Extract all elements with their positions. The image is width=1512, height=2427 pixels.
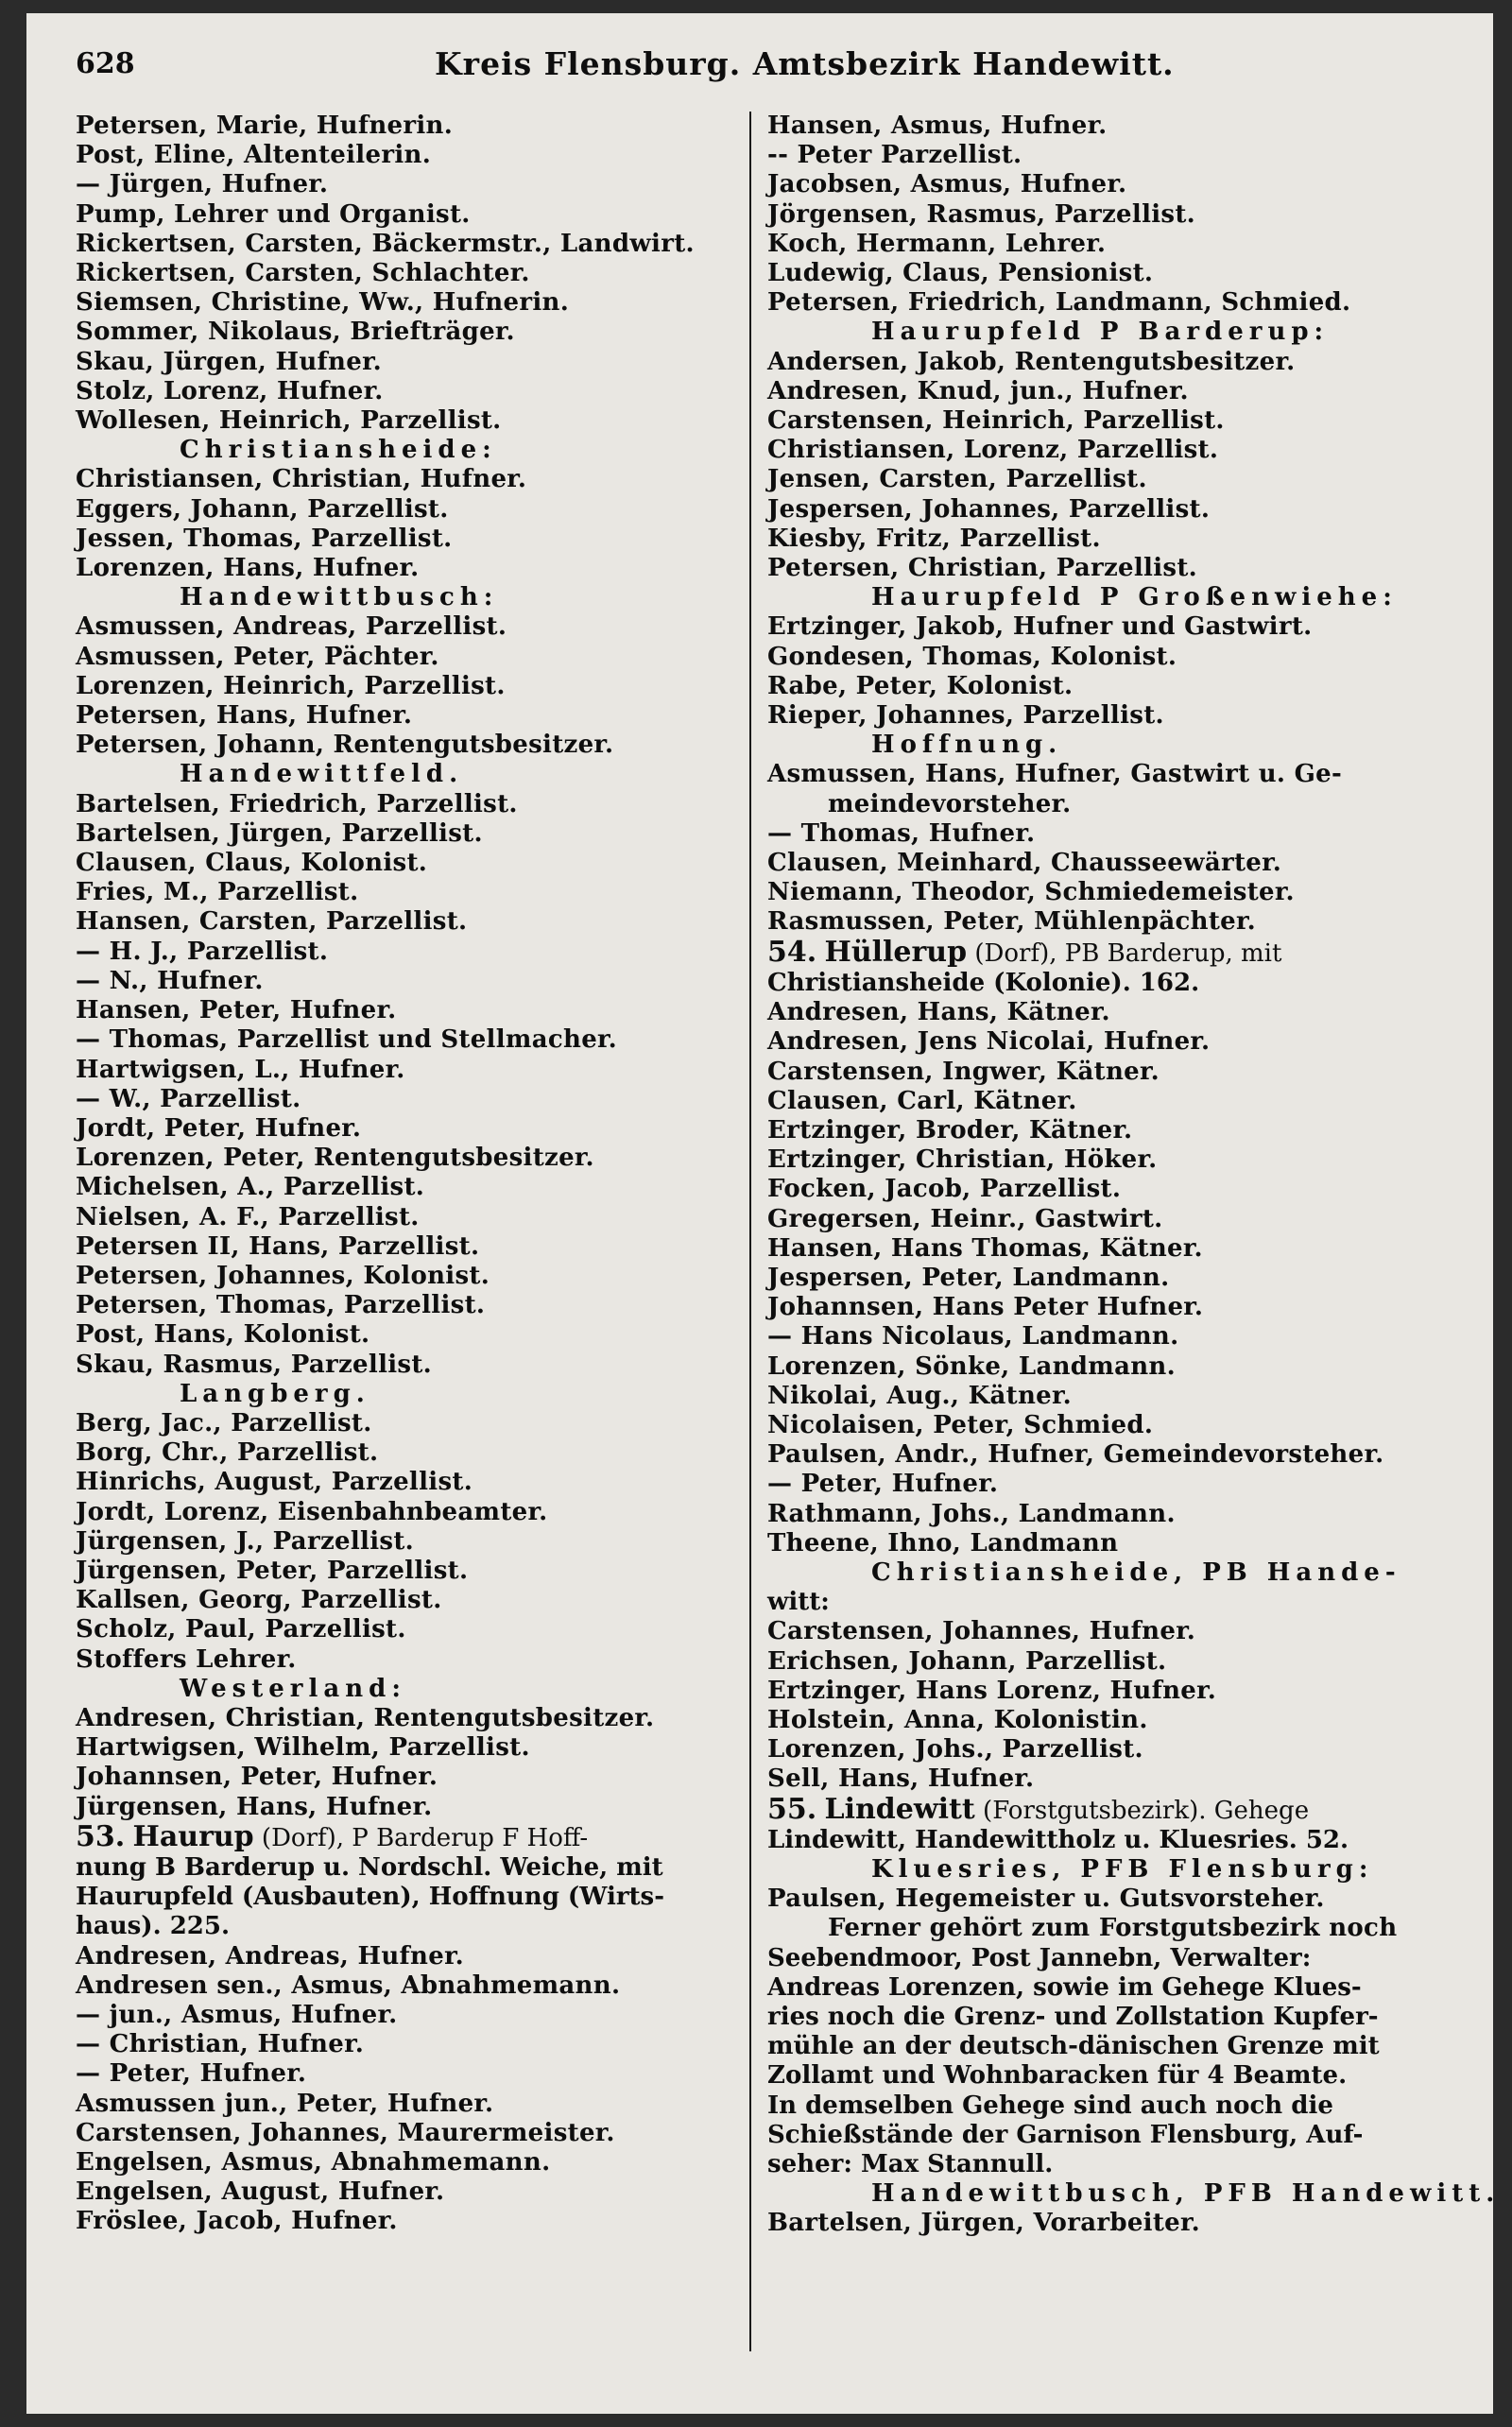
directory-entry: Post, Eline, Altenteilerin. <box>76 141 432 170</box>
section-heading: Haurupfeld P Barderup: <box>871 318 1330 347</box>
directory-entry: Jörgensen, Rasmus, Parzellist. <box>767 199 1196 229</box>
directory-entry: Petersen II, Hans, Parzellist. <box>76 1231 480 1261</box>
section-heading: Langberg. <box>180 1379 370 1408</box>
directory-entry: Post, Hans, Kolonist. <box>76 1320 370 1350</box>
place-description: (Forstgutsbezirk). Gehege <box>974 1796 1310 1825</box>
directory-entry: Petersen, Hans, Hufner. <box>76 701 413 731</box>
text-line: Lindewitt, Handewittholz u. Kluesries. 52. <box>767 1825 1349 1854</box>
text-line: seher: Max Stannull. <box>767 2150 1054 2179</box>
directory-entry: Pump, Lehrer und Organist. <box>76 199 471 229</box>
directory-entry: Bartelsen, Jürgen, Parzellist. <box>76 818 483 848</box>
text-line: witt: <box>767 1588 830 1617</box>
directory-entry: Hartwigsen, Wilhelm, Parzellist. <box>76 1733 530 1763</box>
directory-entry: Engelsen, Asmus, Abnahmemann. <box>76 2148 551 2177</box>
directory-entry: -- Peter Parzellist. <box>767 141 1022 170</box>
directory-entry: Clausen, Meinhard, Chausseewärter. <box>767 849 1282 878</box>
directory-entry: Siemsen, Christine, Ww., Hufnerin. <box>76 288 570 318</box>
directory-entry: Ludewig, Claus, Pensionist. <box>767 259 1154 288</box>
directory-entry: — H. J., Parzellist. <box>76 937 329 966</box>
directory-entry: Clausen, Claus, Kolonist. <box>76 849 428 878</box>
directory-entry: Hansen, Asmus, Hufner. <box>767 112 1108 140</box>
text-line: Haurupfeld (Ausbauten), Hoffnung (Wirts- <box>76 1883 664 1912</box>
directory-entry: — Hans Nicolaus, Landmann. <box>767 1322 1179 1351</box>
directory-entry: Jessen, Thomas, Parzellist. <box>76 524 453 553</box>
running-title: Kreis Flensburg. Amtsbezirk Handewitt. <box>435 45 1175 82</box>
directory-entry: Johannsen, Peter, Hufner. <box>76 1763 438 1792</box>
directory-entry: Asmussen, Hans, Hufner, Gastwirt u. Ge- <box>767 760 1343 789</box>
directory-entry: Paulsen, Hegemeister u. Gutsvorsteher. <box>767 1885 1325 1914</box>
directory-entry: — Thomas, Hufner. <box>767 818 1036 848</box>
directory-entry: Lorenzen, Hans, Hufner. <box>76 554 420 583</box>
directory-entry: Nielsen, A. F., Parzellist. <box>76 1202 420 1231</box>
directory-entry: Jespersen, Peter, Landmann. <box>767 1263 1170 1292</box>
text-line: haus). 225. <box>76 1912 231 1941</box>
directory-entry: Nikolai, Aug., Kätner. <box>767 1381 1072 1410</box>
directory-entry: Focken, Jacob, Parzellist. <box>767 1175 1122 1204</box>
directory-entry: Lorenzen, Peter, Rentengutsbesitzer. <box>76 1144 594 1173</box>
directory-entry: Hartwigsen, L., Hufner. <box>76 1055 405 1084</box>
directory-entry: Lorenzen, Johs., Parzellist. <box>767 1735 1143 1764</box>
directory-entry: Carstensen, Heinrich, Parzellist. <box>767 406 1225 436</box>
text-line: Schießstände der Garnison Flensburg, Auf- <box>767 2120 1364 2149</box>
text-line: Seebendmoor, Post Jannebn, Verwalter: <box>767 1943 1312 1972</box>
directory-entry: Andresen, Knud, jun., Hufner. <box>767 376 1189 405</box>
place-entry <box>767 935 1438 969</box>
text-line: Andreas Lorenzen, sowie im Gehege Klues- <box>767 1972 1362 2002</box>
place-entry <box>767 1792 1438 1826</box>
directory-entry: Hansen, Carsten, Parzellist. <box>76 907 468 937</box>
section-heading: Christiansheide, PB Hande- <box>871 1558 1401 1587</box>
section-heading: Haurupfeld P Großenwiehe: <box>871 583 1398 612</box>
directory-entry: Wollesen, Heinrich, Parzellist. <box>76 406 502 436</box>
entry-number: 55. <box>767 1792 817 1826</box>
text-line: Zollamt und Wohnbaracken für 4 Beamte. <box>767 2061 1348 2091</box>
directory-entry: Andresen, Christian, Rentengutsbesitzer. <box>76 1703 655 1732</box>
directory-entry: Rickertsen, Carsten, Bäckermstr., Landwirt. <box>76 229 695 258</box>
directory-entry: Petersen, Johannes, Kolonist. <box>76 1261 490 1290</box>
directory-entry: Jordt, Peter, Hufner. <box>76 1113 362 1143</box>
directory-entry: Ertzinger, Hans Lorenz, Hufner. <box>767 1676 1217 1705</box>
directory-entry: — Christian, Hufner. <box>76 2030 365 2059</box>
directory-entry: Hansen, Hans Thomas, Kätner. <box>767 1233 1203 1263</box>
directory-entry: Jordt, Lorenz, Eisenbahnbeamter. <box>76 1497 548 1526</box>
directory-entry: Jacobsen, Asmus, Hufner. <box>767 170 1127 199</box>
column-divider <box>749 112 751 2351</box>
directory-entry: Hansen, Peter, Hufner. <box>76 996 397 1025</box>
text-line: In demselben Gehege sind auch noch die <box>767 2091 1333 2120</box>
directory-entry: Fröslee, Jacob, Hufner. <box>76 2207 398 2236</box>
text-line: meindevorsteher. <box>828 789 1072 818</box>
place-description: (Dorf), P Barderup F Hoff- <box>253 1823 589 1852</box>
directory-entry: Andresen, Hans, Kätner. <box>767 998 1110 1027</box>
directory-entry: Asmussen jun., Peter, Hufner. <box>76 2089 494 2118</box>
directory-entry: Jensen, Carsten, Parzellist. <box>767 465 1147 494</box>
directory-entry: — W., Parzellist. <box>76 1084 301 1113</box>
directory-entry: Nicolaisen, Peter, Schmied. <box>767 1410 1154 1439</box>
directory-entry: Paulsen, Andr., Hufner, Gemeindevorsteher. <box>767 1440 1384 1470</box>
directory-entry: Skau, Rasmus, Parzellist. <box>76 1350 433 1379</box>
directory-entry: Rieper, Johannes, Parzellist. <box>767 701 1164 731</box>
directory-entry: Andersen, Jakob, Rentengutsbesitzer. <box>767 347 1296 376</box>
directory-entry: Hinrichs, August, Parzellist. <box>76 1468 473 1497</box>
directory-entry: Michelsen, A., Parzellist. <box>76 1173 425 1202</box>
directory-entry: Andresen, Jens Nicolai, Hufner. <box>767 1027 1211 1057</box>
directory-entry: Asmussen, Peter, Pächter. <box>76 642 439 671</box>
directory-entry: Kiesby, Fritz, Parzellist. <box>767 524 1101 553</box>
directory-entry: Carstensen, Johannes, Hufner. <box>767 1617 1196 1646</box>
directory-entry: Lorenzen, Heinrich, Parzellist. <box>76 671 506 700</box>
directory-entry: Gregersen, Heinr., Gastwirt. <box>767 1204 1163 1233</box>
directory-entry: Clausen, Carl, Kätner. <box>767 1086 1077 1115</box>
directory-entry: Carstensen, Ingwer, Kätner. <box>767 1057 1160 1086</box>
text-line: Christiansheide (Kolonie). 162. <box>767 968 1200 997</box>
directory-entry: Engelsen, August, Hufner. <box>76 2177 445 2207</box>
directory-entry: Kallsen, Georg, Parzellist. <box>76 1586 442 1615</box>
directory-entry: Asmussen, Andreas, Parzellist. <box>76 612 507 642</box>
directory-entry: Jürgensen, Hans, Hufner. <box>76 1792 433 1821</box>
page-number: 628 <box>76 47 135 80</box>
directory-entry: Andresen, Andreas, Hufner. <box>76 1941 465 1971</box>
directory-entry: Johannsen, Hans Peter Hufner. <box>767 1293 1204 1322</box>
directory-entry: Skau, Jürgen, Hufner. <box>76 347 383 376</box>
directory-entry: Andresen sen., Asmus, Abnahmemann. <box>76 1971 621 2000</box>
text-line: Ferner gehört zum Forstgutsbezirk noch <box>828 1914 1398 1943</box>
directory-entry: Ertzinger, Broder, Kätner. <box>767 1115 1133 1145</box>
directory-entry: Theene, Ihno, Landmann <box>767 1528 1119 1558</box>
directory-entry: Christiansen, Christian, Hufner. <box>76 465 527 494</box>
place-entry <box>76 1819 728 1853</box>
directory-entry: Petersen, Christian, Parzellist. <box>767 554 1198 583</box>
directory-entry: Rabe, Peter, Kolonist. <box>767 671 1074 700</box>
directory-entry: Scholz, Paul, Parzellist. <box>76 1615 406 1644</box>
directory-entry: Fries, M., Parzellist. <box>76 878 359 907</box>
right-column <box>767 112 1501 2239</box>
section-heading: Westerland: <box>180 1674 406 1703</box>
directory-entry: Gondesen, Thomas, Kolonist. <box>767 642 1177 671</box>
directory-entry: Jespersen, Johannes, Parzellist. <box>767 494 1211 524</box>
left-column <box>76 112 728 2237</box>
section-heading: Handewittfeld. <box>180 760 464 789</box>
directory-entry: Bartelsen, Jürgen, Vorarbeiter. <box>767 2209 1200 2238</box>
directory-entry: — N., Hufner. <box>76 966 264 995</box>
directory-entry: Christiansen, Lorenz, Parzellist. <box>767 436 1219 465</box>
section-heading: Handewittbusch, PFB Handewitt. <box>871 2179 1501 2209</box>
directory-entry: Niemann, Theodor, Schmiedemeister. <box>767 878 1295 907</box>
directory-entry: Petersen, Thomas, Parzellist. <box>76 1291 486 1320</box>
directory-entry: Petersen, Johann, Rentengutsbesitzer. <box>76 731 614 760</box>
directory-entry: Petersen, Marie, Hufnerin. <box>76 112 454 140</box>
directory-entry: Jürgensen, J., Parzellist. <box>76 1526 414 1556</box>
directory-entry: Lorenzen, Sönke, Landmann. <box>767 1351 1176 1381</box>
section-heading: Hoffnung. <box>871 731 1063 760</box>
directory-entry: Koch, Hermann, Lehrer. <box>767 229 1107 258</box>
place-description: (Dorf), PB Barderup, mit <box>967 938 1282 968</box>
directory-entry: — Jürgen, Hufner. <box>76 170 329 199</box>
directory-entry: Erichsen, Johann, Parzellist. <box>767 1646 1167 1676</box>
directory-entry: Berg, Jac., Parzellist. <box>76 1408 372 1437</box>
directory-entry: Jürgensen, Peter, Parzellist. <box>76 1556 469 1585</box>
directory-entry: Sommer, Nikolaus, Briefträger. <box>76 318 515 347</box>
directory-entry: Holstein, Anna, Kolonistin. <box>767 1705 1148 1734</box>
text-line: nung B Barderup u. Nordschl. Weiche, mit <box>76 1852 663 1882</box>
directory-entry: Sell, Hans, Hufner. <box>767 1764 1035 1794</box>
directory-entry: Rasmussen, Peter, Mühlenpächter. <box>767 907 1256 937</box>
section-heading: Kluesries, PFB Flensburg: <box>871 1854 1374 1884</box>
page-header <box>76 42 1436 98</box>
place-name: Lindewitt <box>824 1792 975 1826</box>
directory-entry: Petersen, Friedrich, Landmann, Schmied. <box>767 288 1351 318</box>
section-heading: Handewittbusch: <box>180 583 499 612</box>
text-line: ries noch die Grenz- und Zollstation Kupfer- <box>767 2003 1379 2031</box>
directory-entry: Rathmann, Johs., Landmann. <box>767 1499 1176 1528</box>
directory-entry: Carstensen, Johannes, Maurermeister. <box>76 2118 615 2147</box>
directory-entry: Ertzinger, Jakob, Hufner und Gastwirt. <box>767 612 1313 642</box>
directory-entry: Eggers, Johann, Parzellist. <box>76 494 449 524</box>
directory-entry: Rickertsen, Carsten, Schlachter. <box>76 259 530 288</box>
directory-entry: — Peter, Hufner. <box>76 2059 307 2089</box>
directory-entry: Stolz, Lorenz, Hufner. <box>76 376 384 405</box>
section-heading: Christiansheide: <box>180 436 497 465</box>
place-name: Hüllerup <box>824 935 968 969</box>
text-line: mühle an der deutsch-dänischen Grenze mit <box>767 2032 1380 2061</box>
entry-number: 53. <box>76 1819 126 1853</box>
directory-entry: — Peter, Hufner. <box>767 1470 999 1499</box>
directory-entry: Stoffers Lehrer. <box>76 1644 297 1674</box>
directory-entry: Bartelsen, Friedrich, Parzellist. <box>76 789 518 818</box>
directory-entry: Ertzinger, Christian, Höker. <box>767 1145 1158 1175</box>
directory-entry: — jun., Asmus, Hufner. <box>76 2001 398 2029</box>
entry-number: 54. <box>767 935 817 969</box>
place-name: Haurup <box>132 1819 254 1853</box>
directory-entry: Borg, Chr., Parzellist. <box>76 1438 379 1468</box>
directory-entry: — Thomas, Parzellist und Stellmacher. <box>76 1025 617 1055</box>
